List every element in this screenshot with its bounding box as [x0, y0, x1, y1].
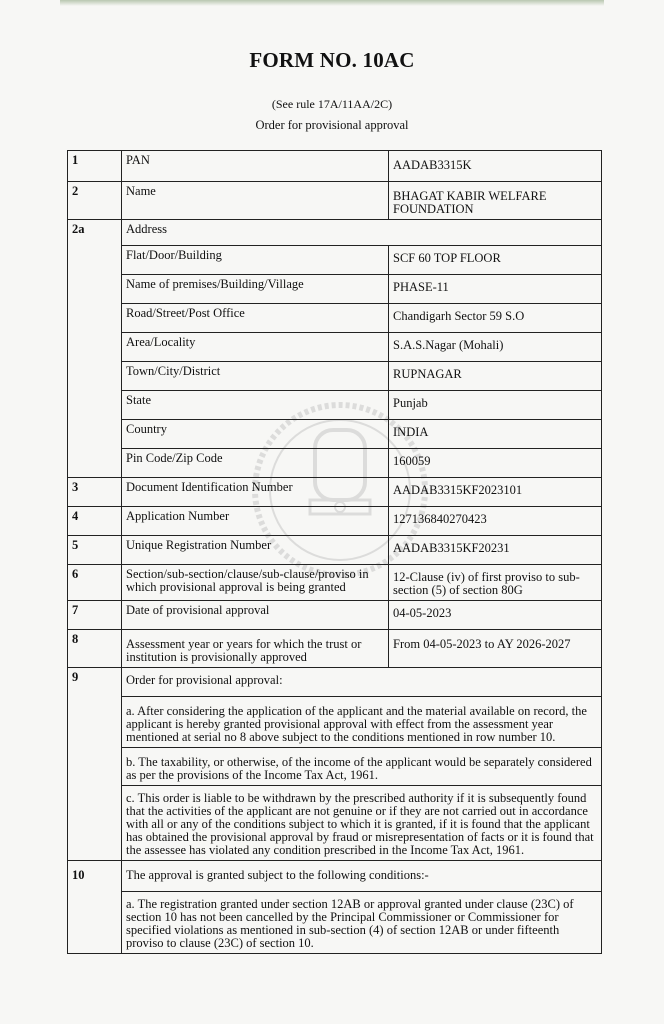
form-subtitle: Order for provisional approval [255, 118, 409, 132]
row-number: 1 [68, 151, 122, 182]
row-number: 4 [68, 507, 122, 536]
row-name [68, 182, 602, 220]
conditions-heading: The approval is granted subject to the following conditions:- [122, 861, 602, 892]
address-row [68, 333, 602, 362]
field-label: Name [122, 182, 389, 220]
field-label: Application Number [122, 507, 389, 536]
field-value: From 04-05-2023 to AY 2026-2027 [389, 630, 602, 668]
address-row [68, 275, 602, 304]
field-label: Flat/Door/Building [122, 246, 389, 275]
address-row [68, 449, 602, 478]
row-number: 3 [68, 478, 122, 507]
field-label: Document Identification Number [122, 478, 389, 507]
row-pan [68, 151, 602, 182]
field-label: Pin Code/Zip Code [122, 449, 389, 478]
row-application-number [68, 507, 602, 536]
form-title: FORM NO. 10AC [249, 48, 415, 72]
field-value: SCF 60 TOP FLOOR [389, 246, 602, 275]
row-number: 10 [68, 861, 122, 954]
paragraph-text: b. The taxability, or otherwise, of the income of the applicant would be separately considered as per the provisions of the Income Tax Act, 1961. [122, 748, 602, 786]
field-label: Unique Registration Number [122, 536, 389, 565]
order-paragraph-c [68, 786, 602, 861]
address-row [68, 304, 602, 333]
field-label: State [122, 391, 389, 420]
field-label: Country [122, 420, 389, 449]
field-label: Area/Locality [122, 333, 389, 362]
row-assessment-year [68, 630, 602, 668]
row-number: 5 [68, 536, 122, 565]
paragraph-text: c. This order is liable to be withdrawn by the prescribed authority if it is subsequently found that the activities of the applicant are not genuine or if they are not carried out in accordance with all or any of the conditions subject to which it is granted, if it is found that the applicant has obtained the provisional approval by fraud or misrepresentation of facts or it is found that the assessee has violated any condition prescribed in the Income Tax Act, 1961. [122, 786, 602, 861]
field-value: INDIA [389, 420, 602, 449]
row-approval-date [68, 601, 602, 630]
field-label: Section/sub-section/clause/sub-clause/proviso in which provisional approval is being granted [122, 565, 389, 601]
page-top-edge [60, 0, 604, 6]
name-value: BHAGAT KABIR WELFARE FOUNDATION [389, 182, 602, 220]
row-number: 6 [68, 565, 122, 601]
address-row [68, 362, 602, 391]
row-order-heading [68, 668, 602, 697]
field-value: Punjab [389, 391, 602, 420]
address-row [68, 391, 602, 420]
paragraph-text: a. After considering the application of the applicant and the material available on record, the applicant is hereby granted provisional approval with effect from the assessment year mentioned at serial no 8 above subject to the conditions mentioned in row number 10. [122, 697, 602, 748]
row-number: 2 [68, 182, 122, 220]
field-value: Chandigarh Sector 59 S.O [389, 304, 602, 333]
address-row [68, 246, 602, 275]
field-label: Road/Street/Post Office [122, 304, 389, 333]
row-address [68, 220, 602, 246]
row-document-id [68, 478, 602, 507]
row-section [68, 565, 602, 601]
field-value: AADAB3315KF20231 [389, 536, 602, 565]
field-value: RUPNAGAR [389, 362, 602, 391]
order-paragraph-a [68, 697, 602, 748]
address-heading: Address [122, 220, 602, 246]
field-value: 127136840270423 [389, 507, 602, 536]
field-value: 04-05-2023 [389, 601, 602, 630]
field-value: PHASE-11 [389, 275, 602, 304]
field-label: Date of provisional approval [122, 601, 389, 630]
row-number: 2a [68, 220, 122, 478]
field-label: Town/City/District [122, 362, 389, 391]
condition-paragraph-a [68, 892, 602, 954]
paragraph-text: a. The registration granted under section 12AB or approval granted under clause (23C) of section 10 has not been cancelled by the Principal Commissioner or Commissioner for specified violations as mentioned in sub-section (4) of section 12AB or under fifteenth proviso to clause (23C) of section 10. [122, 892, 602, 954]
order-paragraph-b [68, 748, 602, 786]
field-label: PAN [122, 151, 389, 182]
address-row [68, 420, 602, 449]
row-number: 8 [68, 630, 122, 668]
row-number: 7 [68, 601, 122, 630]
field-value: 12-Clause (iv) of first proviso to sub-section (5) of section 80G [389, 565, 602, 601]
row-unique-registration [68, 536, 602, 565]
field-value: AADAB3315KF2023101 [389, 478, 602, 507]
approval-form-table [67, 150, 602, 954]
rule-reference: (See rule 17A/11AA/2C) [271, 97, 393, 111]
pan-value: AADAB3315K [389, 151, 602, 182]
order-heading: Order for provisional approval: [122, 668, 602, 697]
row-number: 9 [68, 668, 122, 861]
field-label: Name of premises/Building/Village [122, 275, 389, 304]
field-label: Assessment year or years for which the trust or institution is provisionally approved [122, 630, 389, 668]
field-value: 160059 [389, 449, 602, 478]
field-value: S.A.S.Nagar (Mohali) [389, 333, 602, 362]
row-conditions-heading [68, 861, 602, 892]
